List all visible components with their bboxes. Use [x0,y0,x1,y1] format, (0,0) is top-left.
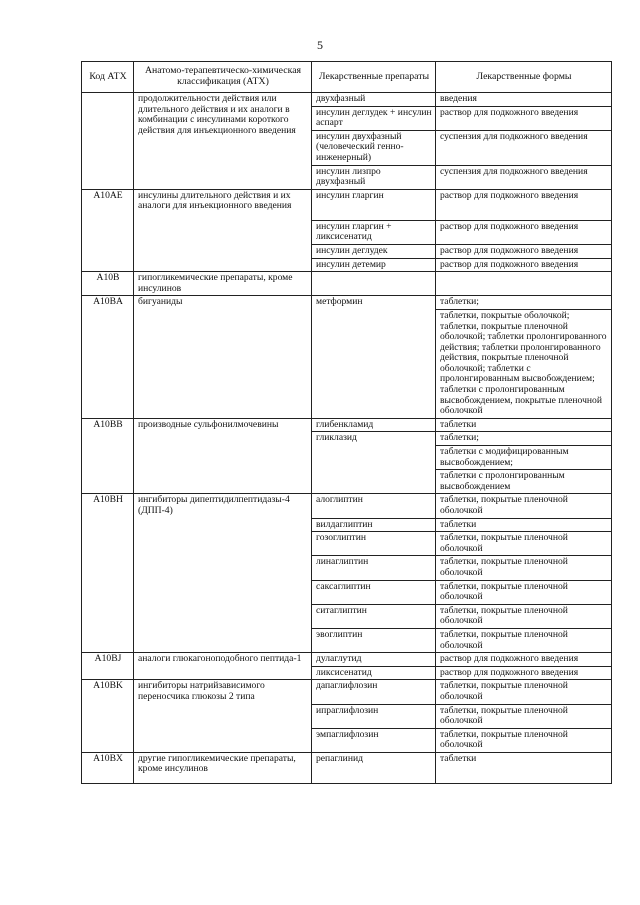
form-cell: раствор для подкожного введения [436,106,612,130]
drug-cell [312,272,436,296]
drug-cell: вилдаглиптин [312,518,436,532]
drug-cell: глибенкламид [312,418,436,432]
form-cell: таблетки; [436,296,612,310]
drug-cell: алоглиптин [312,494,436,518]
header-drugs: Лекарственные препараты [312,62,436,93]
code-cell: A10BX [82,752,134,783]
form-cell: таблетки, покрытые пленочной оболочкой [436,580,612,604]
form-cell: таблетки; [436,432,612,446]
header-classification: Анатомо-терапевтическо-химическая классификация (АТХ) [134,62,312,93]
drug-cell: инсулин деглудек [312,244,436,258]
form-cell: таблетки с пролонгированным высвобождением [436,470,612,494]
form-cell: таблетки [436,518,612,532]
form-cell: суспензия для подкожного введения [436,165,612,189]
classification-cell: производные сульфонилмочевины [134,418,312,494]
header-code: Код АТХ [82,62,134,93]
table-row [82,653,612,667]
classification-cell: аналоги глюкагоноподобного пептида-1 [134,653,312,680]
classification-cell: ингибиторы дипептидилпептидазы-4 (ДПП-4) [134,494,312,653]
form-cell: таблетки [436,752,612,783]
drug-cell: дулаглутид [312,653,436,667]
form-cell: таблетки, покрытые пленочной оболочкой [436,604,612,628]
form-cell: таблетки, покрытые пленочной оболочкой [436,556,612,580]
form-cell: таблетки, покрытые пленочной оболочкой [436,628,612,652]
form-cell: таблетки, покрытые пленочной оболочкой [436,704,612,728]
drug-cell: линаглиптин [312,556,436,580]
code-cell [82,93,134,190]
drug-cell: гликлазид [312,432,436,494]
form-cell: раствор для подкожного введения [436,244,612,258]
form-cell: таблетки [436,418,612,432]
drug-cell: инсулин деглудек + инсулин аспарт [312,106,436,130]
form-cell: введения [436,93,612,107]
drug-cell: инсулин лизпро двухфазный [312,165,436,189]
classification-cell: продолжительности действия или длительного действия и их аналоги в комбинации с инсулинами короткого действия для инъекционного введения [134,93,312,190]
classification-cell: инсулины длительного действия и их аналоги для инъекционного введения [134,189,312,271]
form-cell: таблетки, покрытые пленочной оболочкой [436,728,612,752]
table-row [82,418,612,432]
code-cell: A10B [82,272,134,296]
drug-cell: ликсисенатид [312,666,436,680]
form-cell [436,272,612,296]
drug-cell: инсулин детемир [312,258,436,272]
code-cell: A10BJ [82,653,134,680]
code-cell: A10BA [82,296,134,419]
atx-table [81,61,612,784]
table-row [82,296,612,310]
classification-cell: ингибиторы натрийзависимого переносчика глюкозы 2 типа [134,680,312,753]
form-cell: раствор для подкожного введения [436,189,612,220]
classification-cell: гипогликемические препараты, кроме инсулинов [134,272,312,296]
page-number: 5 [317,38,323,52]
form-cell: раствор для подкожного введения [436,220,612,244]
drug-cell: двухфазный [312,93,436,107]
table-row [82,272,612,296]
drug-cell: инсулин гларгин [312,189,436,220]
form-cell: раствор для подкожного введения [436,653,612,667]
drug-cell: репаглинид [312,752,436,783]
code-cell: A10BB [82,418,134,494]
form-cell: таблетки с модифицированным высвобождением; [436,446,612,470]
table-header-row [82,62,612,93]
table-row [82,752,612,783]
drug-cell: инсулин гларгин + ликсисенатид [312,220,436,244]
classification-cell: бигуаниды [134,296,312,419]
form-cell: суспензия для подкожного введения [436,130,612,165]
table-row [82,494,612,518]
form-cell: таблетки, покрытые пленочной оболочкой [436,532,612,556]
form-cell: таблетки, покрытые пленочной оболочкой [436,494,612,518]
drug-cell: ситаглиптин [312,604,436,628]
drug-cell: инсулин двухфазный (человеческий генно-инженерный) [312,130,436,165]
table-row [82,93,612,107]
code-cell: A10BK [82,680,134,753]
drug-cell: саксаглиптин [312,580,436,604]
form-cell: раствор для подкожного введения [436,666,612,680]
form-cell: таблетки, покрытые пленочной оболочкой [436,680,612,704]
drug-cell: дапаглифлозин [312,680,436,704]
form-cell: таблетки, покрытые оболочкой; таблетки, покрытые пленочной оболочкой; таблетки пролонгированного действия; таблетки пролонгированного действия, покрытые пленочной оболочкой; таблетки с пролонгированным высвобождением; таблетки с пролонгированным высвобождением, покрытые пленочной оболочкой [436,309,612,418]
drug-cell: гозоглиптин [312,532,436,556]
form-cell: раствор для подкожного введения [436,258,612,272]
code-cell: A10BH [82,494,134,653]
header-forms: Лекарственные формы [436,62,612,93]
drug-cell: эвоглиптин [312,628,436,652]
drug-cell: метформин [312,296,436,419]
table-row [82,189,612,220]
table-row [82,680,612,704]
drug-cell: ипраглифлозин [312,704,436,728]
code-cell: A10AE [82,189,134,271]
drug-cell: эмпаглифлозин [312,728,436,752]
classification-cell: другие гипогликемические препараты, кроме инсулинов [134,752,312,783]
